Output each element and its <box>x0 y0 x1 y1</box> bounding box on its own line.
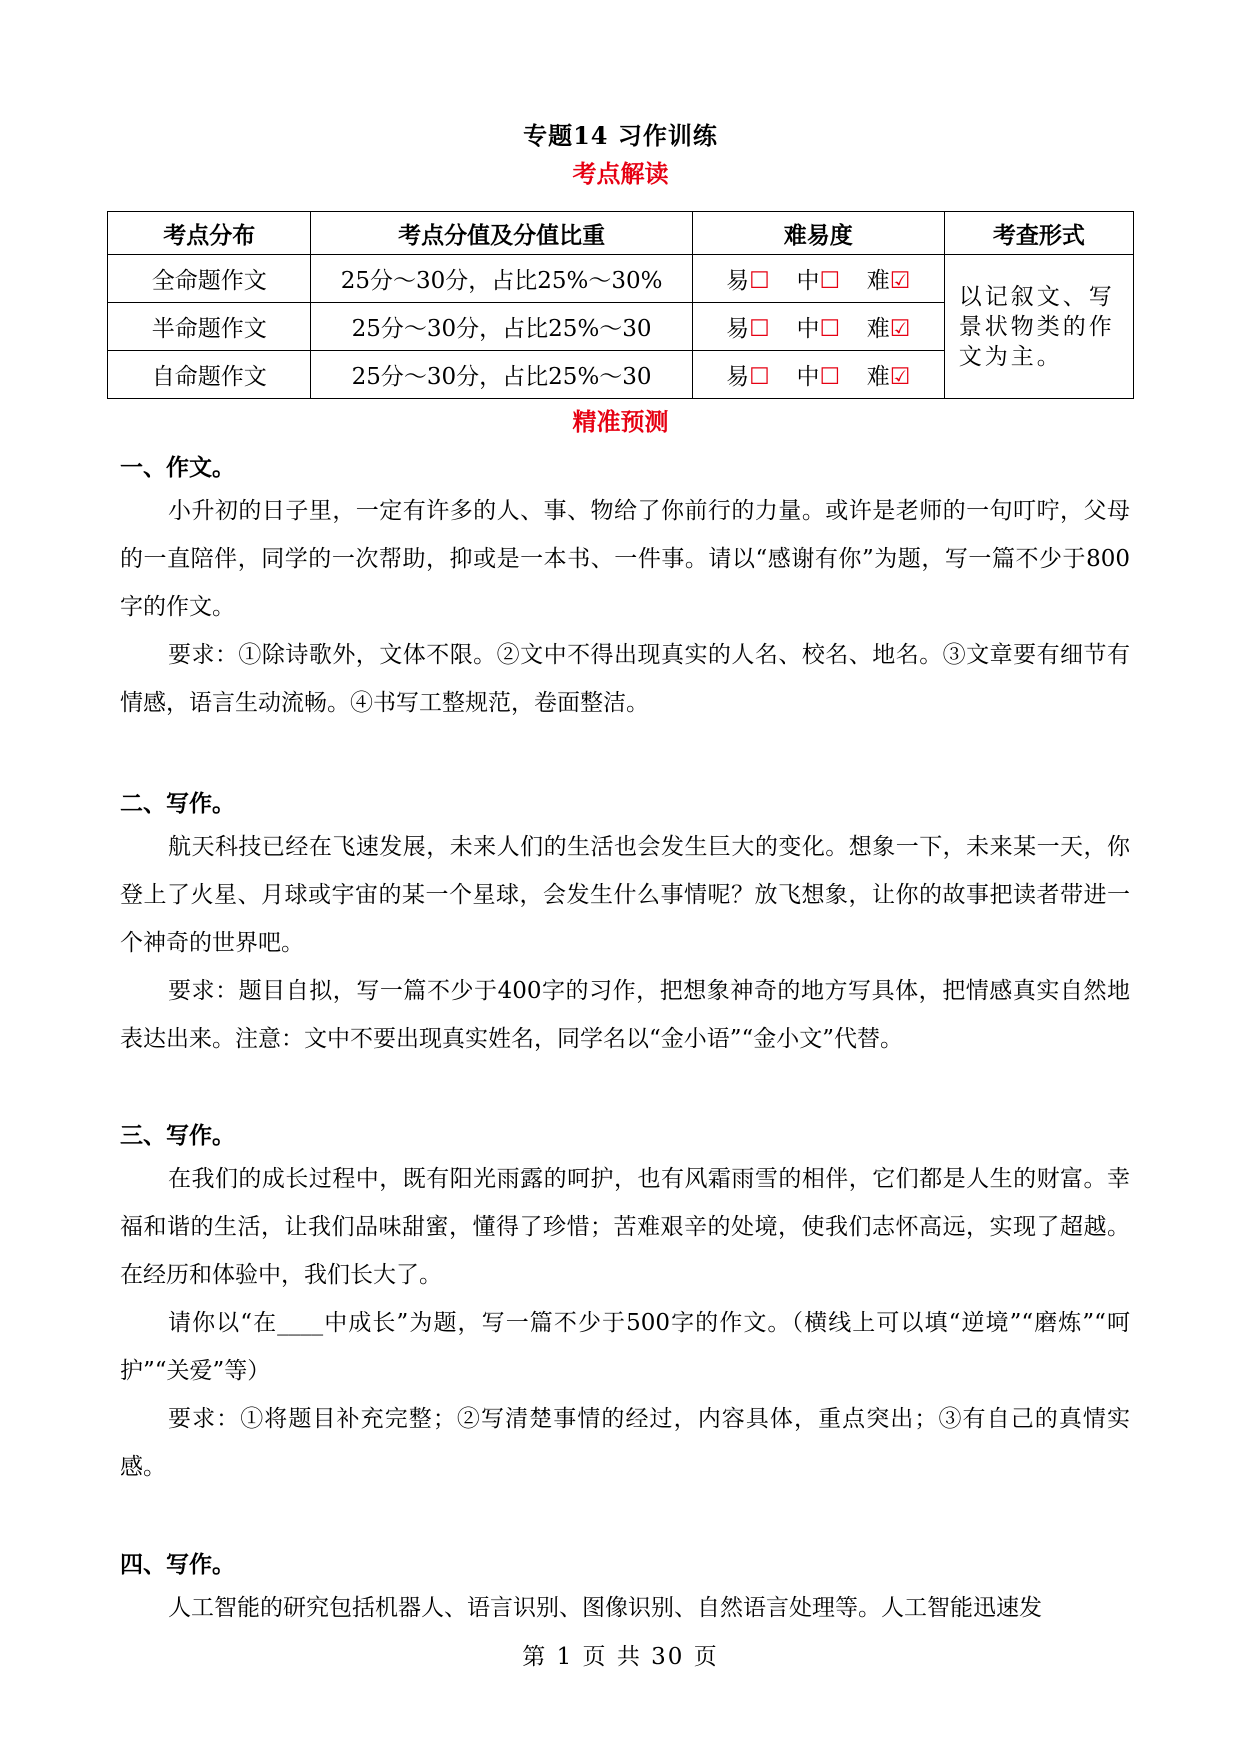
paragraph: 要求：题目自拟，写一篇不少于400字的习作，把想象神奇的地方写具体，把情感真实自然地表达出来。注意：文中不要出现真实姓名，同学名以“金小语”“金小文”代替。 <box>120 978 1130 1052</box>
page-footer: 第 1 页 共 30 页 <box>522 1644 719 1670</box>
paragraph: 要求：①除诗歌外，文体不限。②文中不得出现真实的人名、校名、地名。③文章要有细节有情感，语言生动流畅。④书写工整规范，卷面整洁。 <box>120 642 1130 716</box>
paragraph: 请你以“在____中成长”为题，写一篇不少于500字的作文。（横线上可以填“逆境”“磨炼”“呵护”“关爱”等） <box>120 1310 1130 1384</box>
prediction-heading: 精准预测 <box>572 407 669 436</box>
paragraph: 要求：①将题目补充完整；②写清楚事情的经过，内容具体，重点突出；③有自己的真情实感。 <box>120 1406 1130 1480</box>
score-cell: 25分～30分，占比25%～30% <box>311 255 692 303</box>
table-header: 难易度 <box>692 212 944 255</box>
paragraph: 小升初的日子里，一定有许多的人、事、物给了你前行的力量。或许是老师的一句叮咛，父母的一直陪伴，同学的一次帮助，抑或是一本书、一件事。请以“感谢有你”为题，写一篇不少于800字的作文。 <box>120 498 1130 620</box>
unchecked-box-icon: ☐ <box>749 316 770 342</box>
essay-type-cell: 自命题作文 <box>108 351 311 399</box>
paragraph: 在我们的成长过程中，既有阳光雨露的呵护，也有风霜雨雪的相伴，它们都是人生的财富。幸福和谐的生活，让我们品味甜蜜，懂得了珍惜；苦难艰辛的处境，使我们志怀高远，实现了超越。在经历和体验中，我们长大了。 <box>120 1166 1130 1288</box>
table-header: 考点分值及分值比重 <box>311 212 692 255</box>
essay-type-cell: 全命题作文 <box>108 255 311 303</box>
unchecked-box-icon: ☐ <box>819 316 841 342</box>
analysis-heading: 考点解读 <box>572 159 669 188</box>
exam-points-table <box>107 211 1134 399</box>
section-heading: 二、写作。 <box>120 790 235 817</box>
unchecked-box-icon: ☐ <box>749 364 770 390</box>
table-header-row <box>108 212 1134 255</box>
difficulty-cell: 易☐ 中☐ 难☑ <box>692 303 944 351</box>
checked-box-icon: ☑ <box>889 268 911 294</box>
essay-type-cell: 半命题作文 <box>108 303 311 351</box>
section-heading: 一、作文。 <box>120 454 235 481</box>
difficulty-cell: 易☐ 中☐ 难☑ <box>692 255 944 303</box>
section-heading: 三、写作。 <box>120 1122 235 1149</box>
unchecked-box-icon: ☐ <box>819 268 841 294</box>
table-header: 考点分布 <box>108 212 311 255</box>
table-row <box>108 255 1134 303</box>
section-heading: 四、写作。 <box>120 1551 235 1578</box>
paragraph: 人工智能的研究包括机器人、语言识别、图像识别、自然语言处理等。人工智能迅速发 <box>168 1595 1042 1621</box>
exam-form-cell: 以记叙文、写景状物类的作文为主。 <box>944 255 1133 399</box>
paragraph: 航天科技已经在飞速发展，未来人们的生活也会发生巨大的变化。想象一下，未来某一天，你登上了火星、月球或宇宙的某一个星球，会发生什么事情呢？放飞想象，让你的故事把读者带进一个神奇的世界吧。 <box>120 834 1130 956</box>
unchecked-box-icon: ☐ <box>819 364 841 390</box>
difficulty-cell: 易☐ 中☐ 难☑ <box>692 351 944 399</box>
score-cell: 25分～30分，占比25%～30 <box>311 351 692 399</box>
table-header: 考查形式 <box>944 212 1133 255</box>
page-title: 专题14 习作训练 <box>523 121 718 150</box>
unchecked-box-icon: ☐ <box>749 268 770 294</box>
checked-box-icon: ☑ <box>889 316 911 342</box>
checked-box-icon: ☑ <box>889 364 911 390</box>
score-cell: 25分～30分，占比25%～30 <box>311 303 692 351</box>
